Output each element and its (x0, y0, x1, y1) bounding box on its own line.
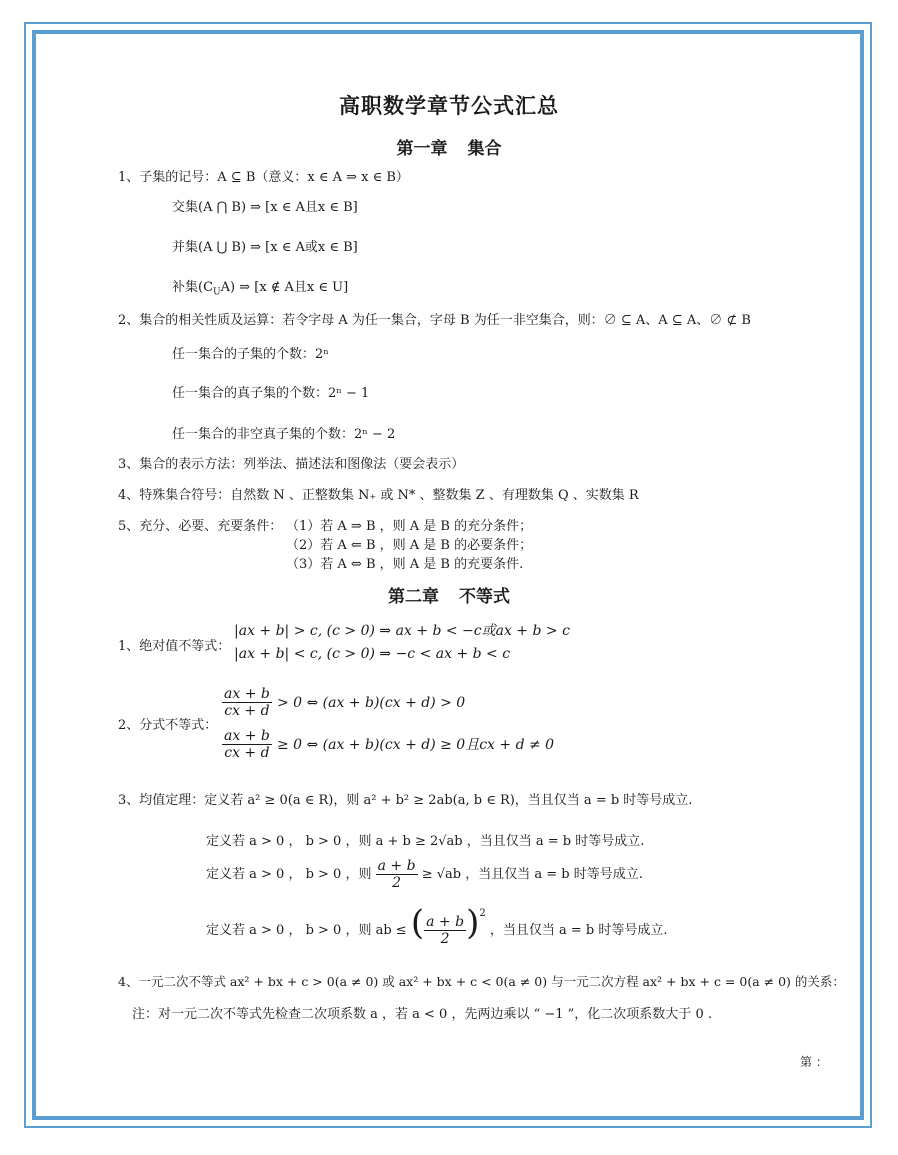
c2-frac-1 (222, 686, 272, 719)
c1-complement-b: A) ⇒ [x ∉ A且x ∈ U] (220, 280, 349, 295)
c2-mean-2-post: ≥ √ab ，当且仅当 a = b 时等号成立. (421, 867, 643, 882)
c2-mean-3 (206, 903, 668, 947)
c2-mean-3-lparen: ( (410, 903, 425, 943)
c1-proper-subsets: 任一集合的真子集的个数：2ⁿ − 1 (172, 386, 370, 401)
page-number: 第 ： (800, 1055, 828, 1069)
c2-frac-ineq-1 (222, 686, 465, 719)
c2-mean-3-frac (424, 914, 466, 947)
c1-item-3: 3、集合的表示方法：列举法、描述法和图像法（要会表示） (118, 457, 465, 472)
c2-mean-3-pre: 定义若 a > 0 ， b > 0 ，则 ab ≤ (206, 923, 407, 938)
c1-complement-sub: U (213, 287, 221, 298)
c2-mean-2-num: a + b (377, 858, 416, 874)
c1-item-4: 4、特殊集合符号：自然数 N 、正整数集 N₊ 或 N* 、整数集 Z 、有理数集 Q 、实数集 R (118, 488, 639, 503)
c2-item-2-lead: 2、分式不等式： (118, 718, 218, 733)
chapter-2-heading: 第二章 不等式 (388, 587, 510, 607)
c1-nonempty-proper: 任一集合的非空真子集的个数：2ⁿ − 2 (172, 427, 396, 442)
document-title: 高职数学章节公式汇总 (339, 94, 559, 118)
c2-mean-2-pre: 定义若 a > 0 ， b > 0 ，则 (206, 867, 372, 882)
c2-abs-ineq-2: |ax + b| < c, (c > 0) ⇒ −c < ax + b < c (234, 646, 511, 662)
c2-frac-ineq-2 (222, 728, 554, 761)
chapter-1-heading: 第一章 集合 (396, 139, 502, 159)
page-frame-inner (32, 30, 864, 1120)
c2-frac-ineq-2-rest: ≥ 0 ⇔ (ax + b)(cx + d) ≥ 0且cx + d ≠ 0 (276, 737, 555, 753)
c2-mean-3-rparen: ) (466, 903, 480, 943)
c2-frac-1-den: cx + d (224, 703, 270, 719)
c2-frac-2 (222, 728, 272, 761)
c2-item-4-note: 注：对一元二次不等式先检查二次项系数 a ，若 a < 0 ，先两边乘以 “ −1 ”，化二次项系数大于 0 . (132, 1007, 712, 1022)
c1-item-5-lead: 5、充分、必要、充要条件： (118, 519, 283, 534)
c2-mean-3-den: 2 (440, 931, 450, 947)
c2-frac-1-num: ax + b (224, 686, 270, 702)
c2-mean-3-post: ，当且仅当 a = b 时等号成立. (489, 923, 668, 938)
c2-mean-3-exp: 2 (479, 908, 486, 919)
c1-cond-1: （1）若 A ⇒ B ，则 A 是 B 的充分条件； (286, 519, 533, 534)
c2-mean-3-num: a + b (426, 914, 465, 930)
c2-mean-2-frac (376, 858, 418, 891)
c1-union: 并集(A ⋃ B) ⇒ [x ∈ A或x ∈ B] (172, 240, 358, 255)
c1-complement-a: 补集(C (172, 280, 214, 295)
c2-mean-1: 定义若 a > 0 ， b > 0 ，则 a + b ≥ 2√ab ，当且仅当 a = b 时等号成立. (206, 834, 645, 849)
c1-intersection: 交集(A ⋂ B) ⇒ [x ∈ A且x ∈ B] (172, 200, 358, 215)
c1-cond-3: （3）若 A ⇔ B ，则 A 是 B 的充要条件. (286, 557, 524, 572)
c1-subsets: 任一集合的子集的个数：2ⁿ (172, 347, 329, 362)
c2-abs-ineq-1: |ax + b| > c, (c > 0) ⇒ ax + b < −c或ax + b > c (234, 623, 570, 639)
c1-cond-2: （2）若 A ⇐ B ，则 A 是 B 的必要条件； (286, 538, 533, 553)
c2-mean-2 (206, 858, 643, 891)
c2-item-3-lead: 3、均值定理：定义若 a² ≥ 0(a ∈ R)，则 a² + b² ≥ 2ab(a, b ∈ R)，当且仅当 a = b 时等号成立. (118, 793, 693, 808)
c2-mean-2-den: 2 (392, 875, 402, 891)
c1-complement (172, 276, 348, 298)
c1-item-1-lead: 1、子集的记号：A ⊆ B（意义：x ∈ A ⇒ x ∈ B） (118, 170, 409, 185)
c2-item-1-lead: 1、绝对值不等式： (118, 639, 231, 654)
c2-item-4-lead: 4、一元二次不等式 ax² + bx + c > 0(a ≠ 0) 或 ax² + bx + c < 0(a ≠ 0) 与一元二次方程 ax² + bx + c = 0(a ≠ 0) 的关系： (118, 974, 845, 989)
c2-frac-2-den: cx + d (224, 745, 270, 761)
c2-frac-ineq-1-rest: > 0 ⇔ (ax + b)(cx + d) > 0 (276, 695, 466, 711)
c2-frac-2-num: ax + b (224, 728, 270, 744)
c1-item-2-lead: 2、集合的相关性质及运算：若令字母 A 为任一集合，字母 B 为任一非空集合，则：∅ ⊆ A、A ⊆ A、∅ ⊄ B (118, 313, 751, 328)
